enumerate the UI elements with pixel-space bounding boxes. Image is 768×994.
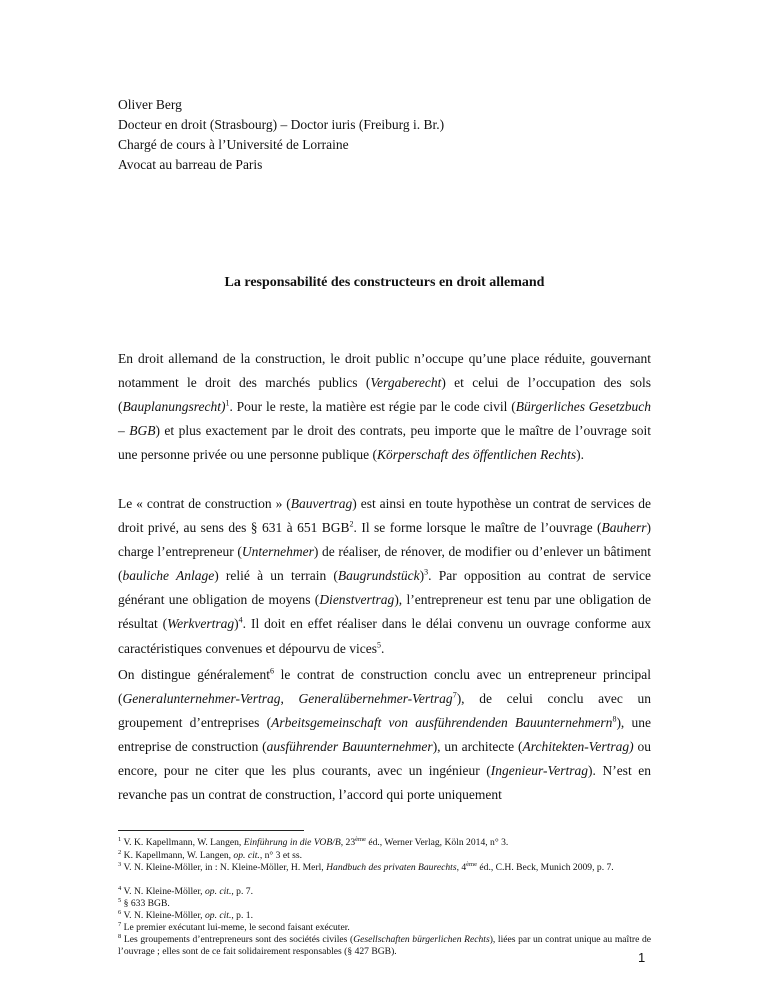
footnote-separator [118, 830, 304, 831]
footnote-ref: 7 [452, 690, 457, 700]
footnote-1: $^1$ V. K. Kapellmann, W. Langen, Einführung in die VOB/B, 23ème éd., Werner Verlag, Köln 2014, n° 3. [118, 835, 509, 848]
footnote-2: $^2$ K. Kapellmann, W. Langen, op. cit., n° 3 et ss. [118, 848, 303, 861]
paragraph-2: Le « contrat de construction » (Bauvertrag) est ainsi en toute hypothèse un contrat de services de droit privé, au sens des § 631 à 651 BGB$^2$. Il se forme lorsque le maître de l’ouvrage (Bauherr) charge l’entrepreneur (Unternehmer) de réaliser, de rénover, de modifier ou d’enlever un bâtiment (bauliche Anlage) relié à un terrain (Baugrundstück)$^3$. Par opposition au contrat de service générant une obligation de moyens (Dienstvertrag), l’entrepreneur est tenu par une obligation de résultat (Werkvertrag)$^4$. Il doit en effet réaliser dans le délai convenu un ouvrage conforme aux caractéristiques convenues et dépourvu de vices$^5$. [118, 496, 651, 656]
footnote-ref: 8 [612, 714, 617, 724]
author-bar: Avocat au barreau de Paris [118, 157, 263, 172]
paragraph-3: On distingue généralement$^6$ le contrat de construction conclu avec un entrepreneur principal (Generalunternehmer-Vertrag, Generalübernehmer-Vertrag$^7$), de celui conclu avec un groupement d’entreprises (Arbeitsgemeinschaft von ausführendenden Bauunternehmern$^8$), une entreprise de construction (ausführender Bauunternehmer), un architecte (Architekten-Vertrag) ou encore, pour ne citer que les plus courants, avec un ingénieur (Ingenieur-Vertrag). N’est en revanche pas un contrat de construction, l’accord qui porte uniquement [118, 666, 652, 803]
footnote-ref: 5 [377, 640, 382, 650]
paragraph-1: En droit allemand de la construction, le droit public n’occupe qu’une place réduite, gouvernant notamment le droit des marchés publics (Vergaberecht) et celui de l’occupation des sols (Bauplanungsrecht)$^1$. Pour le reste, la matière est régie par le code civil (Bürgerliches Gesetzbuch – BGB) et plus exactement par le droit des contrats, peu importe que le maître de l’ouvrage soit une personne privée ou une personne publique (Körperschaft des öffentlichen Rechts). [118, 351, 651, 463]
author-position: Chargé de cours à l’Université de Lorraine [118, 137, 349, 152]
footnote-ref: 1 [225, 398, 230, 408]
page-number: 1 [638, 950, 646, 965]
document-title: La responsabilité des constructeurs en droit allemand [224, 275, 545, 290]
author-degree: Docteur en droit (Strasbourg) – Doctor iuris (Freiburg i. Br.) [118, 117, 445, 132]
footnote-5: $^5$ § 633 BGB. [118, 896, 170, 909]
footnote-ref: 3 [424, 567, 429, 577]
footnote-7: $^7$ Le premier exécutant lui-meme, le second faisant exécuter. [118, 920, 350, 933]
footnote-ref: 2 [349, 519, 354, 529]
footnote-ref: 4 [238, 615, 243, 625]
author-name: Oliver Berg [118, 97, 182, 112]
footnote-ref: 6 [270, 666, 275, 676]
author-block [118, 95, 444, 175]
footnote-4: $^4$ V. N. Kleine-Möller, op. cit., p. 7. [118, 884, 253, 897]
footnote-3: $^3$ V. N. Kleine-Möller, in : N. Kleine-Möller, H. Merl, Handbuch des privaten Baurechts, 4ème éd., C.H. Beck, Munich 2009, p. 7. [118, 860, 614, 873]
footnote-8: $^8$ Les groupements d’entrepreneurs sont des sociétés civiles (Gesellschaften bürgerlichen Rechts), liées par un contrat unique au maître de l’ouvrage ; elles sont de ce fait solidairement responsables (§ 427 BGB). [118, 932, 651, 957]
footnote-6: $^6$ V. N. Kleine-Möller, op. cit., p. 1. [118, 908, 253, 921]
